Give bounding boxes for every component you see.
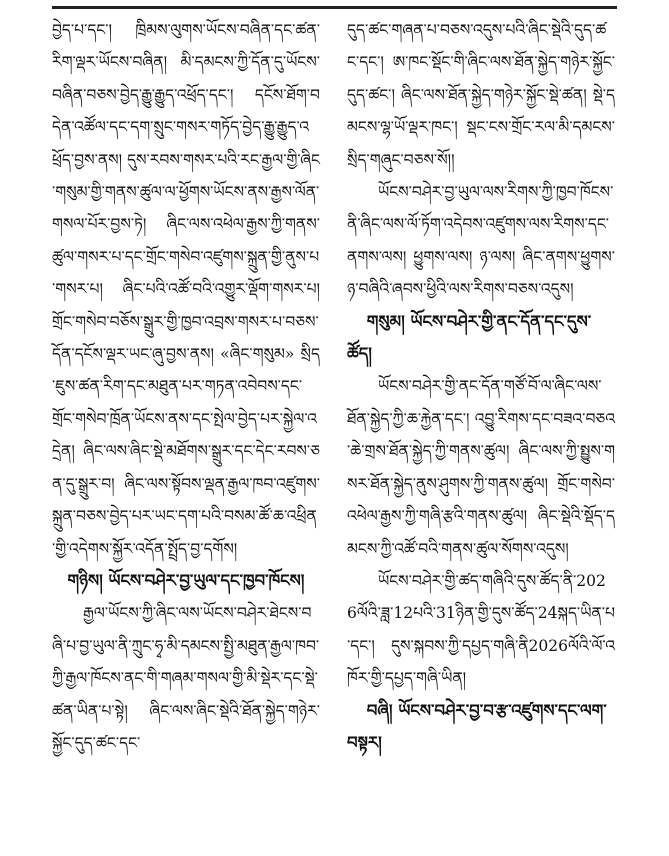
paragraph-right-3: ཡོངས་བཤེར་གྱི་ནང་དོན་གཙོ་བོ་ལ་ཞིང་ལས་ཐོན་སྐྱེད་ཀྱི་ཆ་རྐྱེན་དང་། འབྱུ་རིགས་དང་བཟའ་བཅའ་ཆེ་གྲས་ཐོན་སྐྱེད་ཀྱི་གནས་ཚུལ། ཞིང་ལས་ཀྱི་སྤྱུས་གསར་ཐོན་སྐྱེད་ནུས་ཤུགས་ཀྱི་གནས་ཚུལ། གྲོང་གསེབ་འཕེལ་རྒྱས་ཀྱི་གཞི་རྩའི་གནས་ཚུལ། ཞིང་སྡེའི་སྡོད་དམངས་ཀྱི་འཚོ་བའི་གནས་ཚུལ་སོགས་འདུས།: [347, 377, 615, 558]
section-heading-3: གསུམ། ཡོངས་བཤེར་གྱི་ནང་དོན་དང་དུས་ཚོད།: [347, 311, 592, 364]
paragraph-right-1: དུད་ཚང་གཞན་པ་བཅས་འདུས་པའི་ཞིང་སྡེའི་དུད་ཚང་དང་། ཨ་ཁང་སྡོང་གི་ཞིང་ལས་ཐོན་སྐྱེད་གཉེར་སྐྱོང་དུད་ཚང་། ཞིང་ལས་ཐོན་སྐྱེད་གཉེར་སྐྱོང་སྡེ་ཚན། སྡེ་དམངས་ལྷ་ཡོ་ལྡར་ཁང་། སྡང་ངས་གྲོང་རལ་མི་དམངས་སྲིད་གཞུང་བཅས་སོ།།: [347, 21, 615, 169]
right-column: [347, 14, 615, 759]
paragraph-left-2: རྒྱལ་ཡོངས་ཀྱི་ཞིང་ལས་ཡོངས་བཤེར་ཐེངས་བཞི་པ་བྱ་ཡུལ་ནི་ཀྲུང་ཧྭ་མི་དམངས་སྤྱི་མཐུན་རྒྱལ་ཁབ་ཀྱི་རྒྱལ་ཁོངས་ནང་གི་གཞམ་གསལ་གྱི་མི་སྡེར་དང་སྡེ་ཚན་ཡིན་པ་སྟེ། ཞིང་ལས་ཞིང་སྡེའི་ཐོན་སྐྱེད་གཉེར་སྐྱོང་དུད་ཚང་དང་: [52, 604, 320, 752]
top-rule: [52, 6, 617, 9]
section-heading-2: གཉིས། ཡོངས་བཤེར་བྱ་ཡུལ་དང་ཁྱབ་ཁོངས།: [67, 570, 305, 590]
paragraph-right-4: ཡོངས་བཤེར་གྱི་ཚད་གཞིའི་དུས་ཚོད་ནི་2026ལོའི་ཟླ་12པའི་31ཉིན་གྱི་དུས་ཚོད་24སྐད་ཡིན་པ་དང་། དུས་སྐབས་ཀྱི་དཔྱད་གཞི་ནི2026ལོའི་ལོ་འཁོར་གྱི་དཔྱད་གཞི་ཡིན།: [347, 571, 615, 688]
paragraph-left-1: བྱེད་པ་དང་། ཁྲིམས་ལུགས་ཡོངས་བཞིན་དང་ཚན་རིག་ལྡར་ཡོངས་བཞིན། མི་དམངས་ཀྱི་དོན་དུ་ཡོངས་བཞིན་བཅས་བྱེད་རྒྱུ་རྒྱུད་འཕྲོད་དང་། དངོས་ཐོག་བདེན་འཚོལ་དང་དག་སྲུང་གསར་གཏོད་བྱེད་རྒྱུ་རྒྱུད་འཕྲོད་བྱས་ནས། དུས་རབས་གསར་པའི་རང་རྒྱལ་གྱི་ཞིང་གསུམ་གྱི་གནས་ཚུལ་ལ་ཕྱོགས་ཡོངས་ནས་རྒྱས་ལོན་གསལ་པོར་བྱས་ཏེ། ཞིང་ལས་འཕེལ་རྒྱས་ཀྱི་གནས་ཚུལ་གསར་པ་དང་གྲོང་གསེབ་འཛུགས་སྐྲུན་གྱི་ནུས་པ་གསར་པ། ཞིང་པའི་འཚོ་བའི་འགྱུར་ལྡོག་གསར་པ། གྲོང་གསེབ་བཅོས་སྒྲུར་གྱི་ཁྱབ་འབྲས་གསར་པ་བཅས་དོན་དངོས་ལྡར་ཡང་ཞུ་བྱས་ནས། «ཞིང་གསུམ» སྲིད་ཇུས་ཚན་རིག་དང་མཐུན་པར་གཏན་འབེབས་དང་གྲོང་གསེབ་ཁྲོན་ཡོངས་ནས་དང་སྤེལ་བྱེད་པར་སྐྱེལ་འདྲེན། ཞིང་ལས་ཞིང་སྡེ་མཐོགས་སྒྲུར་དང་དེང་རབས་ཅན་དུ་སྒྲུར་བ། ཞིང་ལས་སྟོབས་ལྡན་རྒྱལ་ཁབ་འཛུགས་སྐྲུན་བཅས་བྱེད་པར་ཡང་དག་པའི་བསམ་ཚོ་ཆ་འཕྲིན་གྱི་འདེགས་སྐྱོར་འདོན་སྤྲོད་བྱ་དགོས།: [52, 21, 320, 558]
section-heading-4: བཞི། ཡོངས་བཤེར་བྱ་བ་རྩ་འཛུགས་དང་ལག་བསྟར།: [347, 700, 607, 752]
left-column: [52, 14, 320, 759]
paragraph-right-2: ཡོངས་བཤེར་བྱ་ཡུལ་ལས་རིགས་ཀྱི་ཁྱབ་ཁོངས་ནི་ཞིང་ལས་ལོ་ཏོག་འདེབས་འཛུགས་ལས་རིགས་དང་ནགས་ལས། ཕྱུགས་ལས། ཉ་ལས། ཞིང་ནགས་ཕྱུགས་ཉ་བཞིའི་ཞབས་ཕྱིའི་ལས་རིགས་བཅས་འདུས།: [347, 183, 615, 299]
